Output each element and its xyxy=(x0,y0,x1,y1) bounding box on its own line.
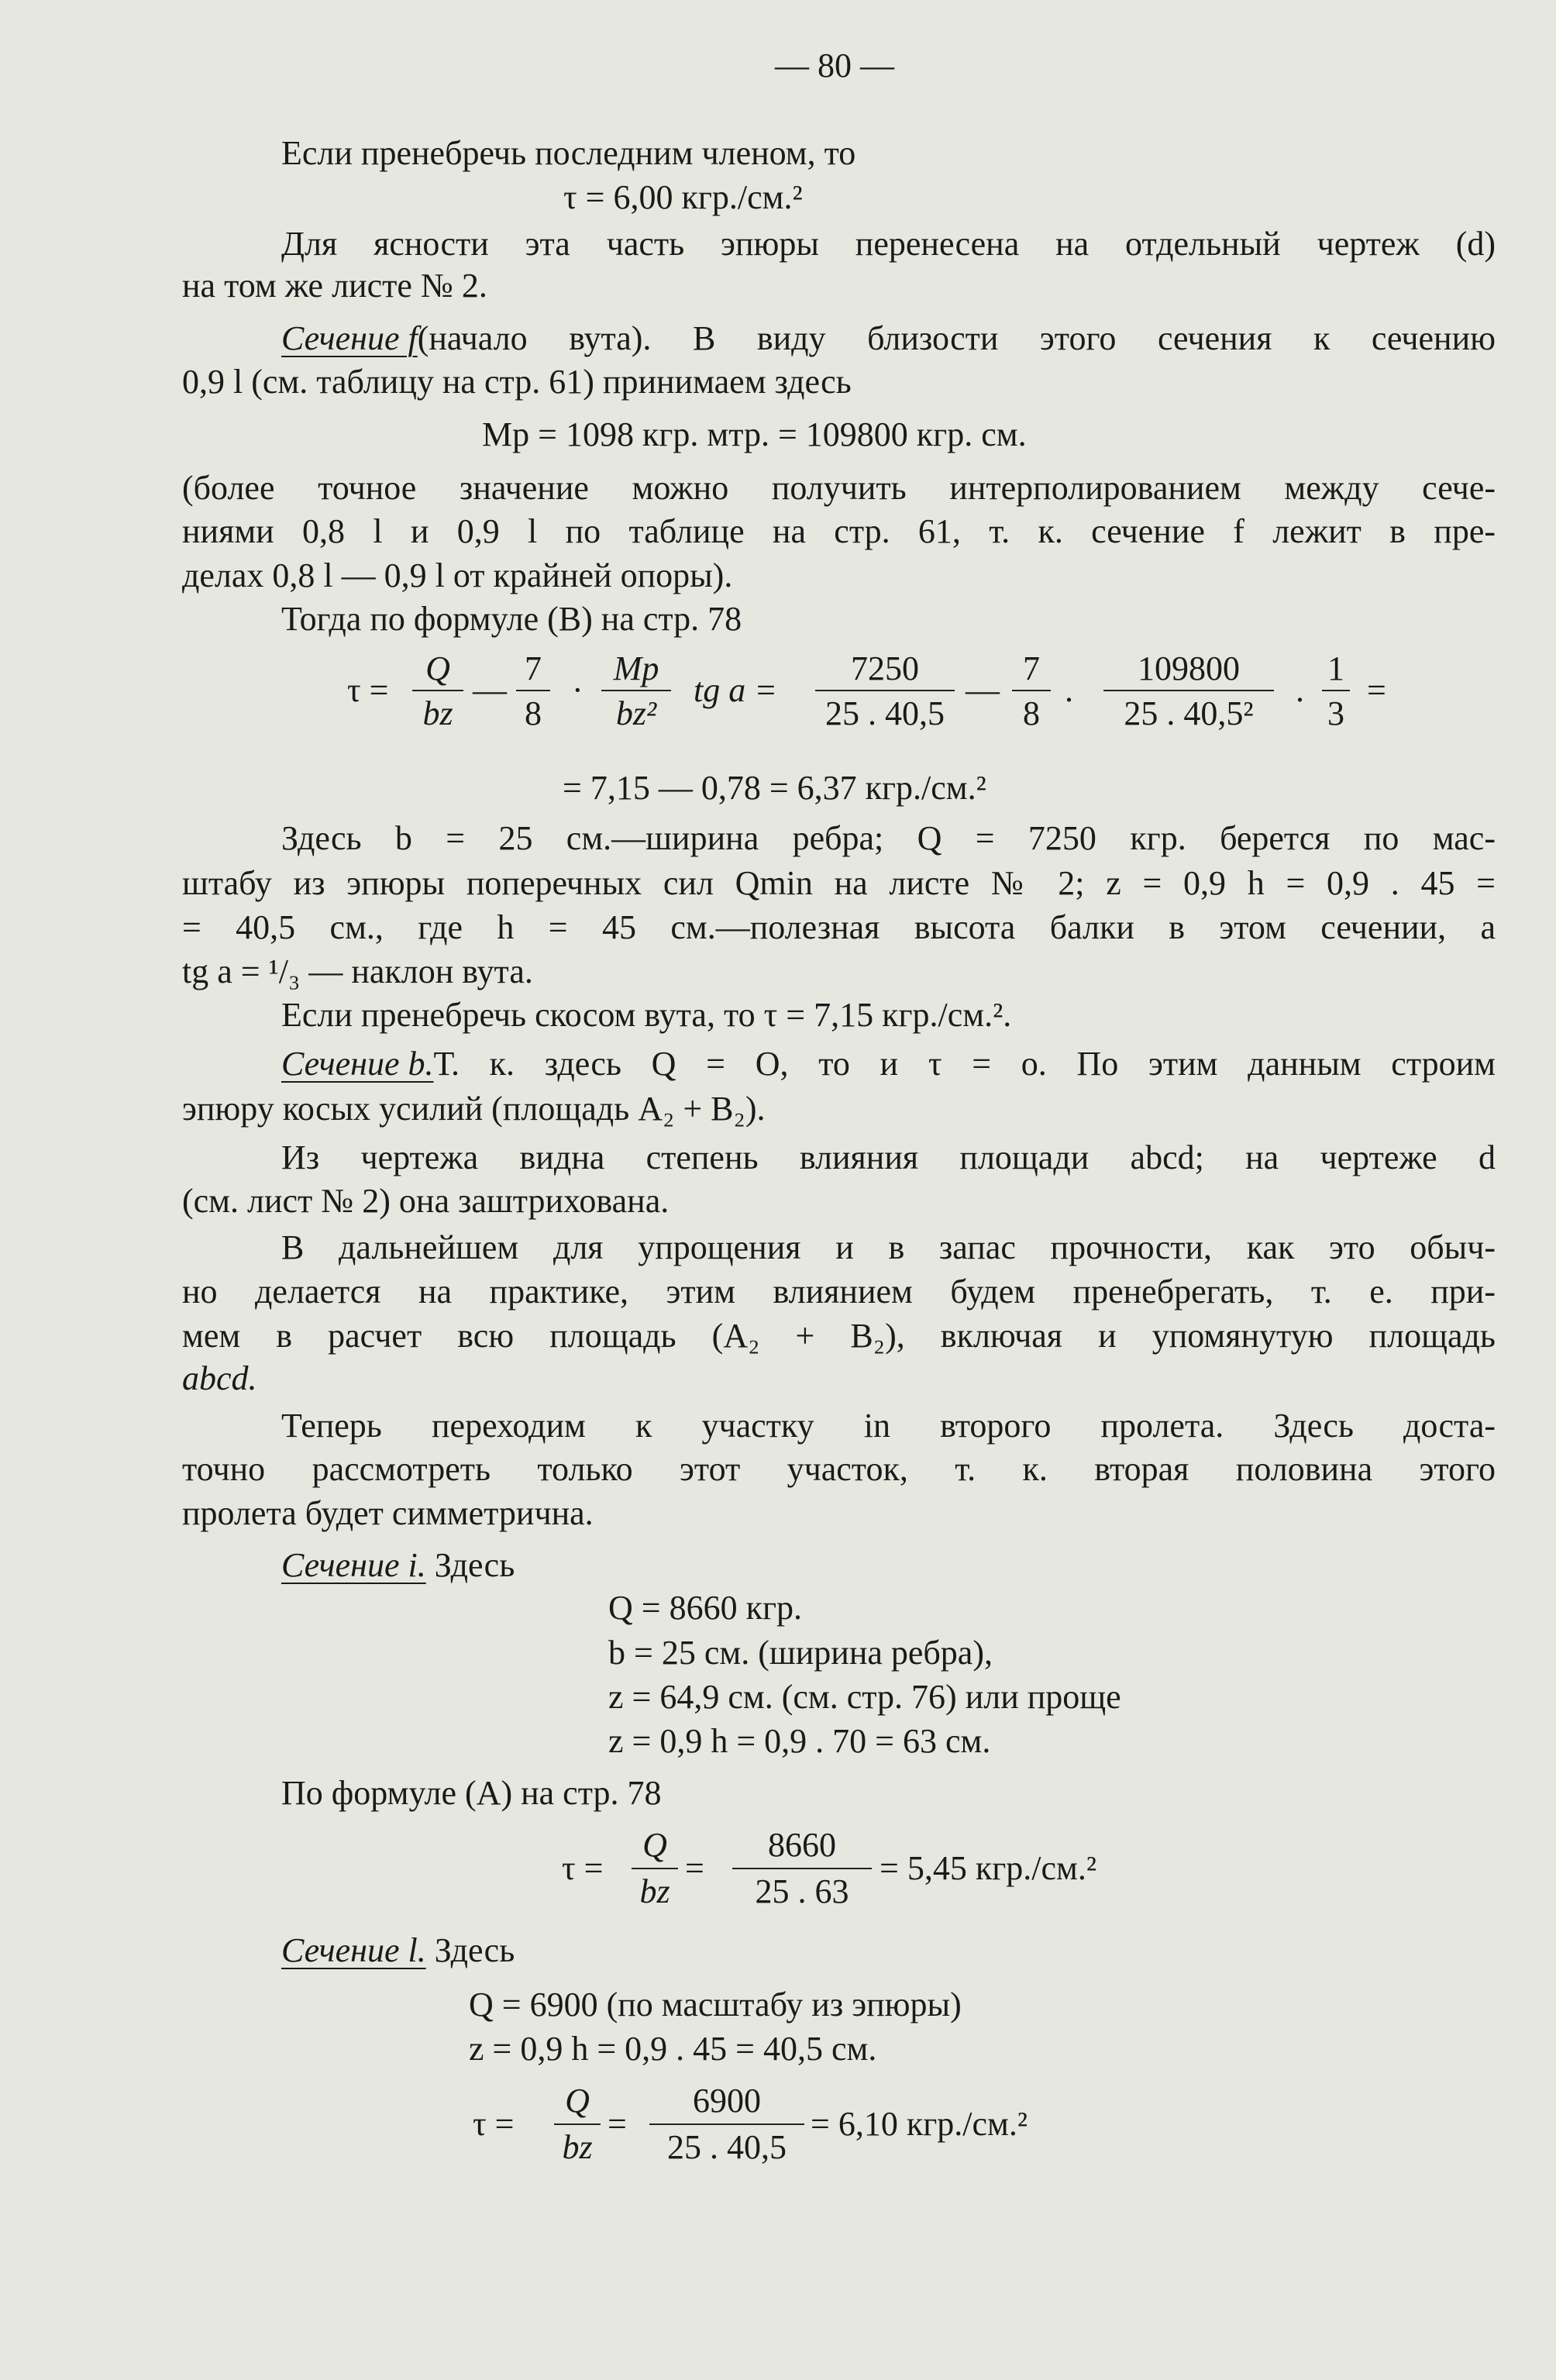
section-l-text: Здесь xyxy=(425,1931,515,1969)
formula-line: Q = 8660 кгр. xyxy=(608,1589,803,1627)
f2-d1: bz xyxy=(639,1872,670,1910)
text-line: Если пренебречь скосом вута, то τ = 7,15 кгр./см.². xyxy=(281,996,1012,1034)
f1-bar7 xyxy=(1322,690,1350,691)
section-b-heading: Сечение b. xyxy=(281,1045,434,1083)
text-line: эпюру косых усилий (площадь A₂ + B₂). xyxy=(182,1090,766,1128)
f2-n2: 8660 xyxy=(768,1826,836,1864)
section-l-heading: Сечение l. xyxy=(281,1931,426,1969)
text-line: (более точное значение можно получить интерполированием между сече- xyxy=(182,469,1496,507)
text-line: Тогда по формуле (B) на стр. 78 xyxy=(281,600,742,638)
f3-d2: 25 . 40,5 xyxy=(667,2128,787,2166)
f1-d2: 8 xyxy=(525,694,542,732)
text-line: на том же листе № 2. xyxy=(182,267,487,305)
f1-d5: 8 xyxy=(1023,694,1040,732)
text-line: Если пренебречь последним членом, то xyxy=(281,134,856,172)
page-number: — 80 — xyxy=(775,46,894,84)
f1-n2: 7 xyxy=(525,649,542,687)
formula-line: z = 0,9 h = 0,9 . 70 = 63 см. xyxy=(608,1722,991,1760)
f1-eq: = xyxy=(1367,671,1386,709)
section-b-text: Т. к. здесь Q = O, то и τ = o. По этим данным строим xyxy=(433,1045,1496,1083)
f2-n1: Q xyxy=(642,1826,667,1864)
f1-bar2 xyxy=(516,690,550,691)
text-line: но делается на практике, этим влиянием будем пренебрегать, т. е. при- xyxy=(182,1273,1496,1311)
text-line: пролета будет симметрична. xyxy=(182,1494,594,1532)
f2-d2: 25 . 63 xyxy=(755,1872,849,1910)
formula-line: Q = 6900 (по масштабу из эпюры) xyxy=(469,1986,962,2024)
f1-d3: bz² xyxy=(615,694,657,732)
text-line: По формуле (A) на стр. 78 xyxy=(281,1774,662,1812)
section-heading-line xyxy=(281,318,1496,360)
f1-bar6 xyxy=(1103,690,1274,691)
text-line: = 40,5 см., где h = 45 см.—полезная высота балки в этом сечении, а xyxy=(182,908,1496,946)
f3-bar2 xyxy=(649,2123,804,2125)
f3-res: = 6,10 кгр./см.² xyxy=(811,2105,1028,2143)
f1-n5: 7 xyxy=(1023,649,1040,687)
text-line: штабу из эпюры поперечных сил Qmin на листе № 2; z = 0,9 h = 0,9 . 45 = xyxy=(182,864,1496,902)
text-line: делах 0,8 l — 0,9 l от крайней опоры). xyxy=(182,556,733,594)
f1-minus2: — xyxy=(966,671,1000,709)
f1-d1: bz xyxy=(422,694,453,732)
f3-bar1 xyxy=(554,2123,601,2125)
f1-dot2: . xyxy=(1065,671,1073,709)
f1-d4: 25 . 40,5 xyxy=(825,694,945,732)
formula-line: τ = 6,00 кгр./см.² xyxy=(563,178,803,216)
text-line: Для ясности эта часть эпюры перенесена на отдельный чертеж (d) xyxy=(281,225,1496,263)
formula-line: = 7,15 — 0,78 = 6,37 кгр./см.² xyxy=(563,769,986,807)
formula-line: Mp = 1098 кгр. мтр. = 109800 кгр. см. xyxy=(482,415,1027,453)
f1-minus1: — xyxy=(473,671,507,709)
formula-line: z = 0,9 h = 0,9 . 45 = 40,5 см. xyxy=(469,2030,877,2068)
text-line: точно рассмотреть только этот участок, т. к. вторая половина этого xyxy=(182,1450,1496,1488)
f1-bar3 xyxy=(601,690,671,691)
f3-n1: Q xyxy=(565,2082,590,2120)
text-line: Здесь b = 25 см.—ширина ребра; Q = 7250 кгр. берется по мас- xyxy=(281,819,1496,857)
text-line: Из чертежа видна степень влияния площади abcd; на чертеже d xyxy=(281,1138,1496,1176)
text-line: мем в расчет всю площадь (A₂ + B₂), включая и упомянутую площадь xyxy=(182,1317,1496,1355)
f3-tau: τ = xyxy=(473,2105,515,2143)
f1-bar4 xyxy=(815,690,955,691)
text-line: Теперь переходим к участку in второго пролета. Здесь доста- xyxy=(281,1407,1496,1445)
section-i-heading: Сечение i. xyxy=(281,1546,426,1584)
f1-d6: 25 . 40,5² xyxy=(1124,694,1254,732)
text-line: tg a = ¹/₃ — наклон вута. xyxy=(182,952,533,990)
section-heading-line xyxy=(281,1930,515,1972)
text-line: ниями 0,8 l и 0,9 l по таблице на стр. 61, т. к. сечение f лежит в пре- xyxy=(182,512,1496,550)
text-line: 0,9 l (см. таблицу на стр. 61) принимаем здесь xyxy=(182,363,852,401)
f2-eq1: = xyxy=(685,1849,704,1887)
f1-bar1 xyxy=(412,690,463,691)
f1-n4: 7250 xyxy=(851,649,919,687)
f1-n6: 109800 xyxy=(1138,649,1240,687)
f1-n1: Q xyxy=(425,649,450,687)
section-heading-line xyxy=(281,1043,1496,1085)
f3-d1: bz xyxy=(562,2128,593,2166)
section-f-heading: Сечение f xyxy=(281,319,418,357)
f1-tau: τ = xyxy=(347,671,389,709)
f1-dot3: . xyxy=(1296,671,1304,709)
f1-n7: 1 xyxy=(1327,649,1344,687)
f1-d7: 3 xyxy=(1327,694,1344,732)
section-i-text: Здесь xyxy=(425,1546,515,1584)
section-heading-line xyxy=(281,1545,515,1586)
f3-n2: 6900 xyxy=(693,2082,761,2120)
text-line: В дальнейшем для упрощения и в запас прочности, как это обыч- xyxy=(281,1228,1496,1266)
f2-res: = 5,45 кгр./см.² xyxy=(880,1849,1097,1887)
text-line: abcd. xyxy=(182,1359,257,1397)
f1-n3: Mp xyxy=(613,649,659,687)
f2-tau: τ = xyxy=(562,1849,604,1887)
f2-bar1 xyxy=(632,1868,678,1869)
f1-bar5 xyxy=(1012,690,1051,691)
formula-line: b = 25 см. (ширина ребра), xyxy=(608,1634,993,1672)
f1-dot1: · xyxy=(572,671,584,709)
f1-tg: tg a = xyxy=(694,671,777,709)
formula-line: z = 64,9 см. (см. стр. 76) или проще xyxy=(608,1678,1121,1716)
text-line: (см. лист № 2) она заштрихована. xyxy=(182,1182,670,1220)
section-f-text: (начало вута). В виду близости этого сечения к сечению xyxy=(417,319,1496,357)
f3-eq1: = xyxy=(608,2105,627,2143)
f2-bar2 xyxy=(732,1868,872,1869)
